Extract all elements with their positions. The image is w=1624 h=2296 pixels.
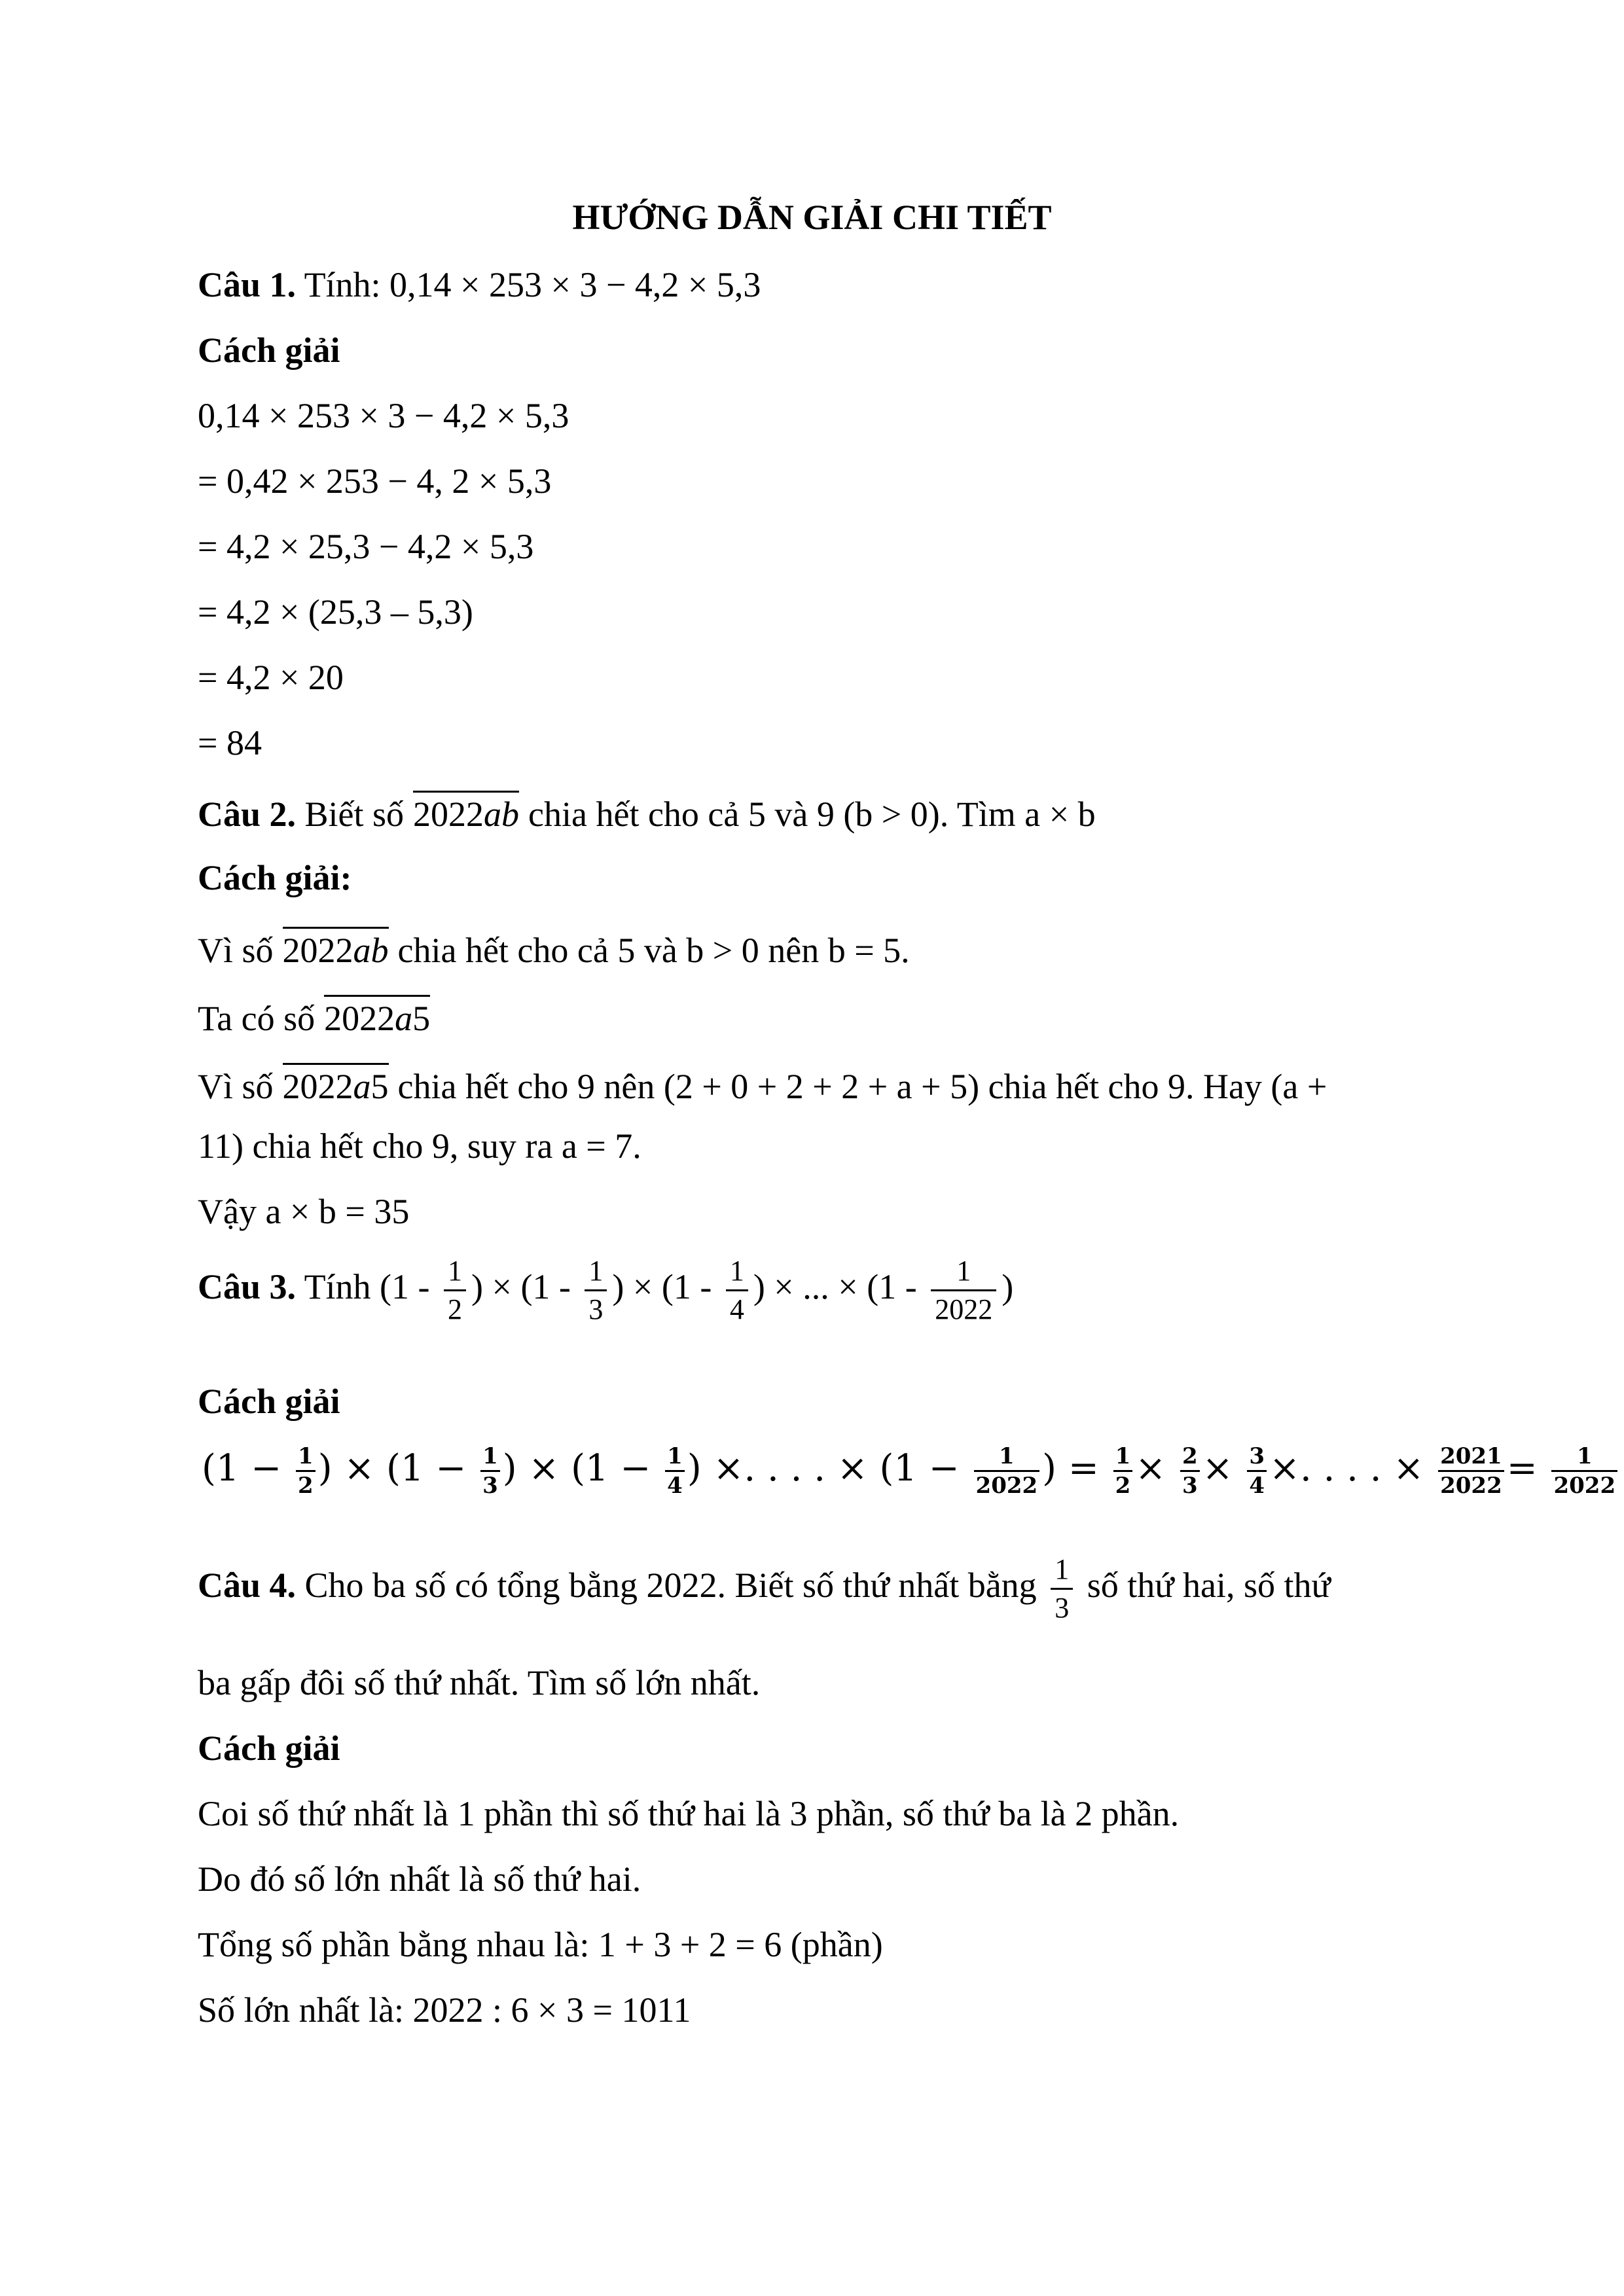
q2-line-3 (198, 1063, 1434, 1104)
q1-text: Tính: 0,14 × 253 × 3 − 4,2 × 5,3 (304, 265, 761, 304)
q2-pre: Biết số (304, 795, 405, 834)
fraction-numerator: 1 (448, 1255, 463, 1287)
q2-line-2 (198, 995, 1434, 1036)
fraction-denominator: 2 (296, 1470, 316, 1497)
overline-number (413, 791, 519, 832)
q1-step: = 4,2 × (25,3 – 5,3) (198, 592, 473, 632)
q1-solution-label (198, 332, 1434, 368)
q1-step: = 0,42 × 253 − 4, 2 × 5,3 (198, 461, 552, 501)
formula-text: ) × (1 − (317, 1447, 467, 1490)
q2-l1-post: chia hết cho cả 5 và b > 0 nên b = 5. (397, 931, 910, 970)
fraction-numerator: 1 (482, 1443, 498, 1469)
q1-statement (198, 267, 1434, 302)
fraction-denominator: 3 (480, 1470, 500, 1497)
fraction (931, 1257, 996, 1324)
number-tail: 5 (370, 1067, 389, 1106)
fraction-denominator: 4 (726, 1289, 748, 1324)
fraction (1051, 1555, 1073, 1623)
q1-solution-label-text: Cách giải (198, 331, 340, 370)
q4-pre: Cho ba số có tổng bằng 2022. Biết số thứ nhất bằng (304, 1565, 1037, 1605)
number-vars: ab (353, 931, 389, 970)
overline-number (283, 927, 389, 968)
fraction (974, 1445, 1040, 1497)
fraction-denominator: 2022 (931, 1289, 996, 1324)
fraction (444, 1257, 466, 1324)
q1-step: = 84 (198, 723, 262, 762)
q4-post: số thứ hai, số thứ (1087, 1565, 1331, 1605)
q3-text: ) × (1 - (612, 1266, 712, 1306)
q1-step: 0,14 × 253 × 3 − 4,2 × 5,3 (198, 396, 569, 435)
q1-step: = 4,2 × 20 (198, 658, 344, 697)
fraction (480, 1445, 500, 1497)
fraction-numerator: 2021 (1440, 1443, 1502, 1469)
number-digits: 2022 (282, 1067, 353, 1106)
q2-line-1 (198, 927, 1434, 968)
fraction-numerator: 1 (667, 1443, 683, 1469)
q4-step: Tổng số phần bằng nhau là: 1 + 3 + 2 = 6 (phần) (198, 1925, 883, 1964)
fraction-numerator: 1 (956, 1255, 971, 1287)
fraction-denominator: 2022 (1438, 1470, 1504, 1497)
fraction-numerator: 1 (999, 1443, 1015, 1469)
formula-text: ) × (1 − (502, 1447, 651, 1490)
fraction-numerator: 1 (588, 1255, 604, 1287)
fraction-denominator: 2 (1113, 1470, 1133, 1497)
fraction-denominator: 3 (585, 1289, 607, 1324)
fraction-denominator: 4 (1247, 1470, 1267, 1497)
formula-text: × (1135, 1447, 1166, 1490)
q2-line-4: 11) chia hết cho 9, suy ra a = 7. (198, 1126, 641, 1166)
fraction-numerator: 1 (1115, 1443, 1131, 1469)
q3-text: ) (1001, 1266, 1014, 1306)
page-title: HƯỚNG DẪN GIẢI CHI TIẾT (572, 198, 1052, 237)
q2-l3-post: chia hết cho 9 nên (2 + 0 + 2 + 2 + a + 5) chia hết cho 9. Hay (a + (397, 1067, 1327, 1106)
q4-step: Do đó số lớn nhất là số thứ hai. (198, 1859, 641, 1899)
q4-solution-label-text: Cách giải (198, 1729, 340, 1768)
fraction-numerator: 1 (1576, 1443, 1593, 1469)
fraction-numerator: 1 (729, 1255, 744, 1287)
fraction-denominator: 2 (444, 1289, 466, 1324)
q4-solution-label (198, 1731, 1434, 1766)
q4-step: Số lớn nhất là: 2022 : 6 × 3 = 1011 (198, 1990, 691, 2030)
q3-label: Câu 3. (198, 1266, 297, 1306)
q4-line-2: ba gấp đôi số thứ nhất. Tìm số lớn nhất. (198, 1663, 761, 1702)
q2-statement (198, 791, 1434, 832)
fraction (296, 1445, 316, 1497)
number-digits: 2022 (413, 795, 484, 834)
formula-text: = (1506, 1447, 1538, 1490)
number-var: a (353, 1067, 371, 1106)
overline-number (283, 1063, 389, 1104)
q4-label: Câu 4. (198, 1565, 297, 1605)
formula-text: ) ×. . . . × (1 − (687, 1447, 960, 1490)
formula-text: (1 − (202, 1447, 282, 1490)
fraction-denominator: 3 (1180, 1470, 1200, 1497)
q3-text: ) × ... × (1 - (753, 1266, 917, 1306)
fraction-numerator: 3 (1249, 1443, 1265, 1469)
q1-step: = 4,2 × 25,3 − 4,2 × 5,3 (198, 527, 534, 566)
fraction (1551, 1445, 1617, 1497)
q3-solution-label-text: Cách giải (198, 1382, 340, 1421)
number-digits: 2022 (282, 931, 353, 970)
fraction-denominator: 4 (665, 1470, 685, 1497)
fraction (1247, 1445, 1267, 1497)
q2-l2-pre: Ta có số (198, 999, 316, 1038)
fraction (1180, 1445, 1200, 1497)
q3-solution-label (198, 1384, 1434, 1419)
q3-text: ) × (1 - (471, 1266, 571, 1306)
q4-statement (198, 1555, 1434, 1623)
q2-solution-label-text: Cách giải: (198, 858, 352, 897)
q4-step: Coi số thứ nhất là 1 phần thì số thứ hai là 3 phần, số thứ ba là 2 phần. (198, 1794, 1180, 1833)
q2-label: Câu 2. (198, 795, 297, 834)
fraction-denominator: 3 (1051, 1588, 1073, 1623)
formula-text: × (1202, 1447, 1233, 1490)
fraction-denominator: 2022 (974, 1470, 1040, 1497)
fraction (1438, 1445, 1504, 1497)
fraction (665, 1445, 685, 1497)
fraction (726, 1257, 748, 1324)
formula-text: ×. . . . × (1269, 1447, 1424, 1490)
formula-text: ) = (1042, 1447, 1099, 1490)
q2-l1-pre: Vì số (198, 931, 274, 970)
q2-l3-pre: Vì số (198, 1067, 274, 1106)
number-var: a (395, 999, 413, 1038)
q2-line-5: Vậy a × b = 35 (198, 1192, 410, 1231)
fraction-numerator: 2 (1182, 1443, 1198, 1469)
q2-post: chia hết cho cả 5 và 9 (b > 0). Tìm a × b (528, 795, 1096, 834)
q3-text: Tính (1 - (304, 1266, 430, 1306)
fraction-numerator: 1 (298, 1443, 314, 1469)
fraction (1113, 1445, 1133, 1497)
q1-label: Câu 1. (198, 265, 297, 304)
fraction-numerator: 1 (1055, 1553, 1070, 1585)
q3-statement (198, 1257, 1434, 1324)
number-vars: ab (484, 795, 520, 834)
fraction-denominator: 2022 (1551, 1470, 1617, 1497)
q2-solution-label (198, 860, 1434, 895)
fraction (585, 1257, 607, 1324)
overline-number (324, 995, 430, 1036)
q3-formula (202, 1443, 1616, 1499)
number-tail: 5 (412, 999, 431, 1038)
number-digits: 2022 (324, 999, 395, 1038)
